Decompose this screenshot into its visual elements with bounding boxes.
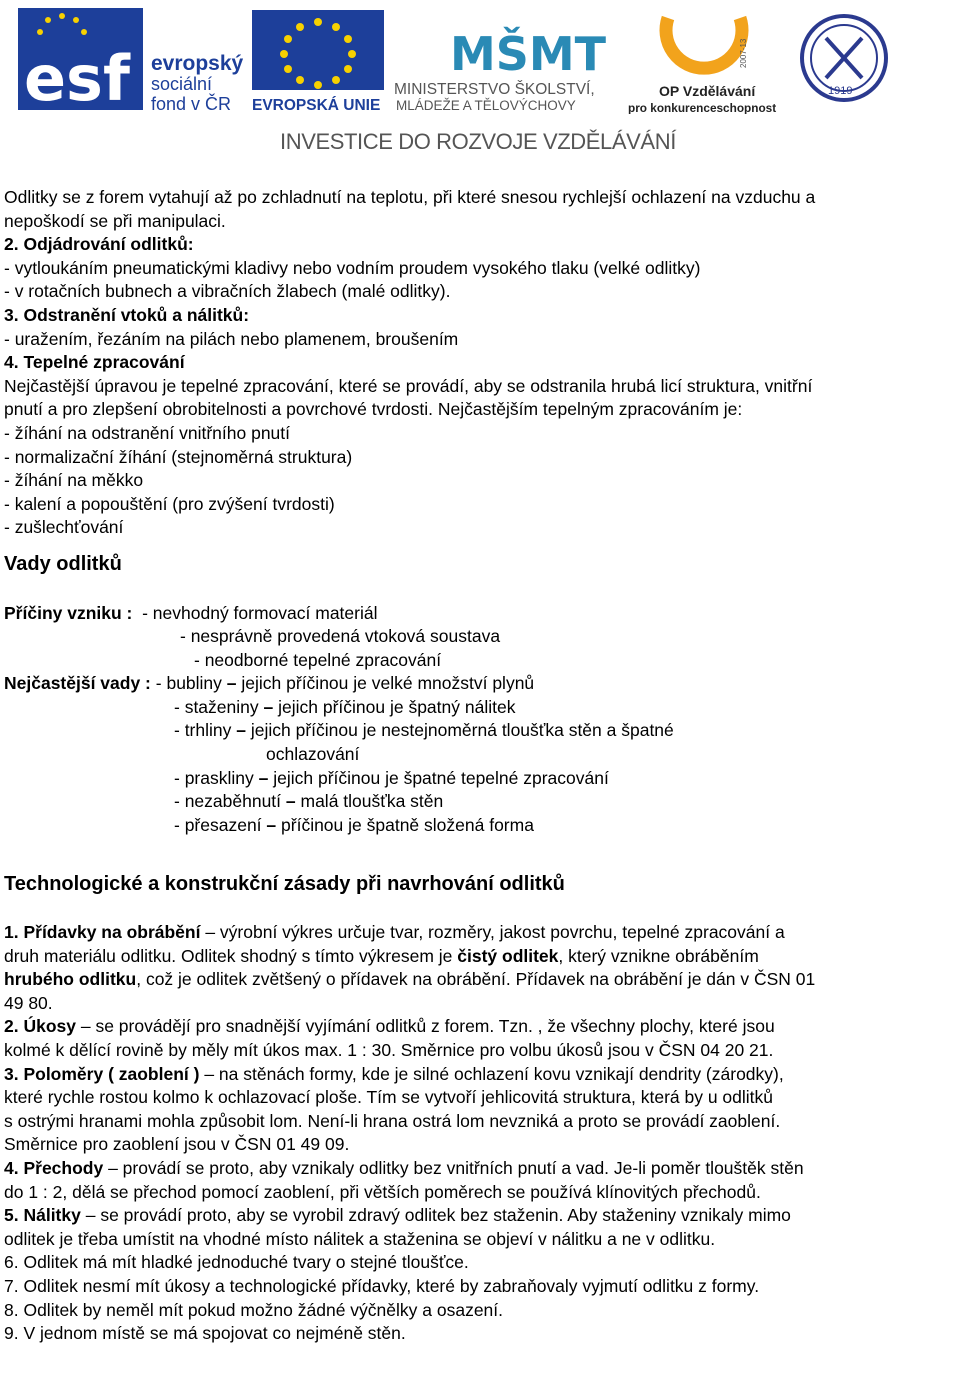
msmt-logo (392, 6, 622, 114)
section-4-heading: 4. Tepelné zpracování (4, 352, 185, 373)
slogan-text: INVESTICE DO ROZVOJE VZDĚLÁVÁNÍ (280, 129, 676, 154)
rule-1-line: 49 80. (4, 992, 53, 1013)
op-line1: OP Vzdělávání (659, 83, 756, 99)
intro-line-2: nepoškodí se při manipulaci. (4, 210, 226, 231)
cause-item: - neodborné tepelné zpracování (194, 649, 442, 670)
defects-row (4, 672, 956, 696)
dash-separator: – (231, 720, 251, 741)
rule-4-text: – provádí se proto, aby vznikaly odlitky bez vnitřních pnutí a vad. Je-li poměr tlouštěk stěn (103, 1157, 804, 1178)
rule-3-line: které rychle rostou kolmo k ochlazovací ploše. Tím se vytvoří jehlicovitá struktura, která by u odlitků (4, 1087, 774, 1108)
cause-item: - nesprávně provedená vtoková soustava (180, 626, 501, 647)
rule-1-title: 1. Přídavky na obrábění (4, 922, 201, 943)
esf-line2: sociální (151, 74, 213, 94)
term-rough-casting: hrubého odlitku (4, 969, 137, 990)
esf-line3: fond v ČR (151, 94, 232, 114)
rule-1-text: , který vznikne obráběním (558, 945, 759, 966)
rule-2-line (4, 1015, 956, 1039)
rule-4-title: 4. Přechody (4, 1157, 104, 1178)
heat-treatment-item: - zušlechťování (4, 517, 124, 538)
defect-item (4, 790, 956, 814)
defect-cause: jejich příčinou je velké množství plynů (241, 673, 535, 694)
section-4-paragraph-line: Nejčastější úpravou je tepelné zpracování, které se provádí, aby se odstranila hrubá licí struktura, vnitřní (4, 375, 813, 396)
rule-2-line: kolmé k dělící rovině by měly mít úkos max. 1 : 30. Směrnice pro volbu úkosů jsou v ČSN 04 20 21. (4, 1040, 774, 1060)
slogan-banner (280, 125, 690, 155)
defect-cause: příčinou je špatně složená forma (281, 814, 534, 835)
rule-5-line (4, 1204, 956, 1228)
rule-3-line: Směrnice pro zaoblení jsou v ČSN 01 49 09. (4, 1134, 350, 1155)
rule-item: 6. Odlitek má mít hladké jednoduché tvary o stejné tloušťce. (4, 1252, 469, 1273)
intro-line-1: Odlitky se z forem vytahují až po zchladnutí na teplotu, při které snesou rychlejší ochlazení na vzduchu a (4, 187, 816, 207)
section-3-item: - uražením, řezáním na pilách nebo plamenem, broušením (4, 328, 459, 349)
rule-1-line (4, 921, 956, 945)
rule-item: 7. Odlitek nesmí mít úkosy a technologické přídavky, které by zabraňovaly vyjmutí odlitku z formy. (4, 1275, 760, 1296)
school-emblem-logo (798, 8, 890, 112)
msmt-line2: MLÁDEŽE A TĚLOVÝCHOVY (396, 98, 576, 113)
logo-header (0, 0, 960, 160)
op-years: 2007-13 (739, 38, 748, 68)
heat-treatment-item: - žíhání na měkko (4, 470, 144, 491)
cause-item: - nevhodný formovací materiál (142, 602, 378, 623)
op-vzdelavani-logo (628, 14, 780, 114)
rule-1-text: druh materiálu odlitku. Odlitek shodný s tímto výkresem je (4, 945, 458, 966)
section-2-item: - v rotačních bubnech a vibračních žlabech (malé odlitky). (4, 281, 451, 302)
causes-row (4, 602, 956, 626)
heat-treatment-item: - žíhání na odstranění vnitřního pnutí (4, 422, 291, 443)
section-2-heading: 2. Odjádrování odlitků: (4, 234, 194, 255)
rule-1-line (4, 945, 956, 969)
rule-2-title: 2. Úkosy (4, 1016, 76, 1037)
msmt-line1: MINISTERSTVO ŠKOLSTVÍ, (394, 81, 595, 98)
defect-continuation: ochlazování (266, 744, 360, 765)
section-2-item: - vytloukáním pneumatickými kladivy nebo vodním proudem vysokého tlaku (velké odlitky) (4, 257, 701, 278)
defect-cause: jejich příčinou je nestejnoměrná tloušťka stěn a špatné (250, 720, 674, 741)
defect-name: - přesazení (174, 814, 262, 835)
defect-item (4, 814, 956, 838)
eu-flag-logo (252, 10, 384, 114)
defect-name: - praskliny (174, 767, 254, 788)
document-body (4, 186, 956, 1346)
defect-item (4, 696, 956, 720)
section-4-paragraph-line: pnutí a pro zlepšení obrobitelnosti a povrchové tvrdosti. Nejčastějším tepelným zpracováním je: (4, 399, 743, 420)
defects-block (4, 602, 956, 838)
emblem-year: 1919 (828, 85, 853, 97)
defect-item (4, 767, 956, 791)
rule-3-line: s ostrými hranami mohla způsobit lom. Není-li hrana ostrá lom nevzniká a proto se provádí zaoblení. (4, 1110, 781, 1131)
msmt-letters: MŠMT (450, 27, 607, 81)
esf-logo (18, 8, 248, 118)
defect-cause: jejich příčinou je špatné tepelné zpracování (273, 767, 609, 788)
crossed-hammers-icon (826, 38, 862, 78)
defect-item (4, 719, 956, 743)
dash-separator: – (253, 767, 274, 788)
heat-treatment-item: - normalizační žíhání (stejnoměrná struktura) (4, 446, 353, 467)
rule-1-line (4, 968, 956, 992)
rule-1-text: , což je odlitek zvětšený o přídavek na obrábění. Přídavek na obrábění je dán v ČSN 01 (136, 969, 816, 990)
esf-letters: esf (24, 42, 130, 115)
dash-separator: – (258, 696, 279, 717)
defect-name: - nezaběhnutí (174, 791, 282, 812)
rule-item: 8. Odlitek by neměl mít pokud možno žádné výčnělky a osazení. (4, 1299, 504, 1320)
heat-treatment-item: - kalení a popouštění (pro zvýšení tvrdosti) (4, 493, 335, 514)
defect-cause: malá tloušťka stěn (300, 791, 444, 812)
rule-3-title: 3. Poloměry ( zaoblení ) (4, 1063, 200, 1084)
tech-heading: Technologické a konstrukční zásady při navrhování odlitků (4, 873, 565, 896)
rule-3-line (4, 1063, 956, 1087)
section-3-heading: 3. Odstranění vtoků a nálitků: (4, 304, 250, 325)
term-clean-casting: čistý odlitek (457, 945, 559, 966)
rule-2-text: – se provádějí pro snadnější vyjímání odlitků z forem. Tzn. , že všechny plochy, které jsou (75, 1016, 775, 1037)
op-line2: pro konkurenceschopnost (628, 101, 777, 114)
defect-name: - bubliny (155, 673, 222, 694)
dash-separator: – (281, 791, 301, 812)
rule-4-line (4, 1157, 956, 1181)
defects-label: Nejčastější vady : (4, 673, 151, 694)
defect-cause: jejich příčinou je špatný nálitek (278, 696, 516, 717)
rule-5-title: 5. Nálitky (4, 1205, 81, 1226)
esf-line1: evropský (151, 52, 244, 75)
vady-heading: Vady odlitků (4, 552, 122, 575)
defect-name: - trhliny (174, 720, 232, 741)
rule-5-text: – se provádí proto, aby se vyrobil zdravý odlitek bez staženin. Aby staženiny vznikaly mimo (80, 1205, 791, 1226)
dash-separator: – (261, 814, 282, 835)
rule-5-line: odlitek je třeba umístit na vhodné místo nálitek a staženina se objeví v nálitku a ne v odlitku. (4, 1228, 716, 1249)
rule-4-line: do 1 : 2, dělá se přechod pomocí zaoblení, při větších poměrech se používá klínovitých přechodů. (4, 1181, 761, 1202)
op-arc-icon (666, 18, 742, 68)
causes-label: Příčiny vzniku : (4, 602, 133, 623)
rule-3-text: – na stěnách formy, kde je silné ochlazení kovu vznikají dendrity (zárodky), (199, 1063, 784, 1084)
rule-1-text: – výrobní výkres určuje tvar, rozměry, jakost povrchu, tepelné zpracování a (200, 922, 785, 943)
dash-separator: – (221, 673, 242, 694)
defect-name: - staženiny (174, 696, 259, 717)
rule-item: 9. V jednom místě se má spojovat co nejméně stěn. (4, 1323, 406, 1344)
eu-label: EVROPSKÁ UNIE (252, 97, 381, 114)
